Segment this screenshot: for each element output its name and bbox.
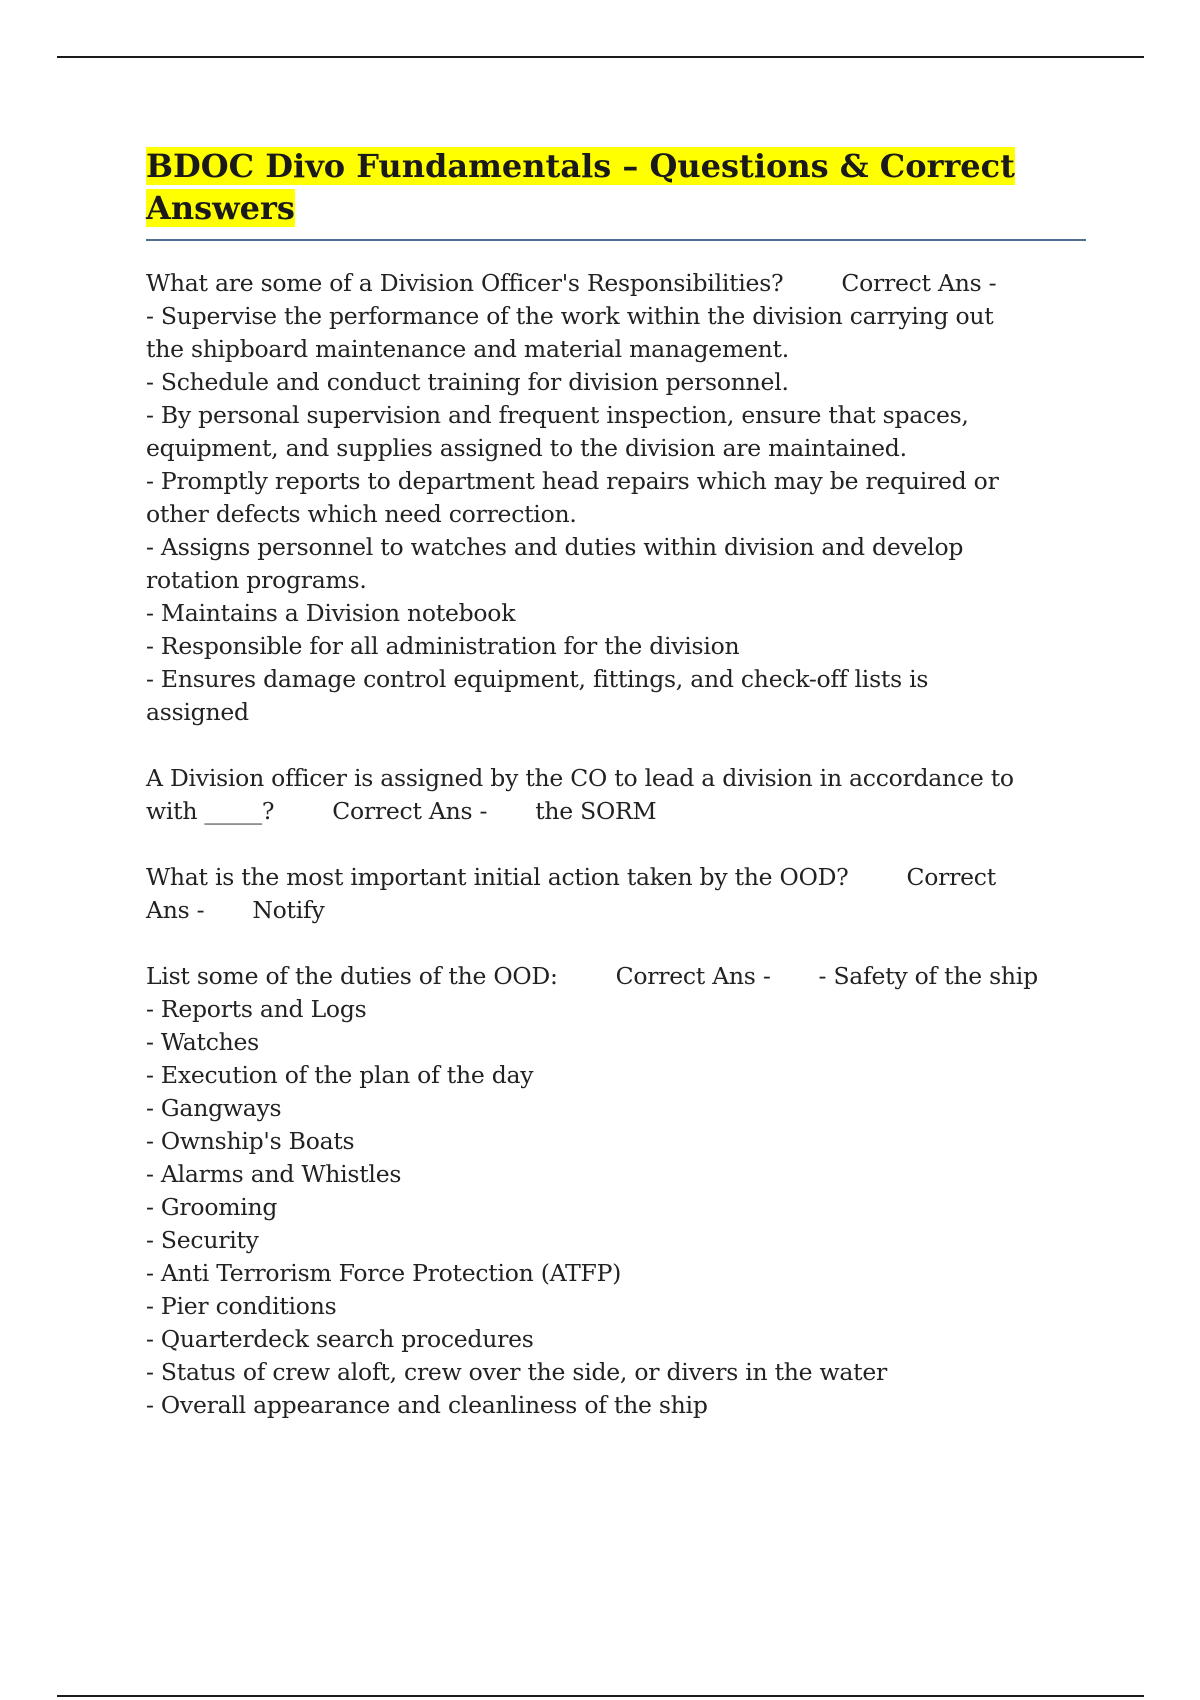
answer-line: - Security <box>146 1226 259 1254</box>
answer-line: - Maintains a Division notebook <box>146 599 516 627</box>
document-body <box>146 145 1086 1455</box>
answer-line: - Supervise the performance of the work within the division carrying out <box>146 302 994 330</box>
answer-line: - By personal supervision and frequent inspection, ensure that spaces, <box>146 401 969 429</box>
question-line <box>146 861 1086 894</box>
answer-line: - Responsible for all administration for the division <box>146 632 740 660</box>
qa-item <box>146 861 1086 927</box>
answer-label: Correct <box>906 863 996 891</box>
answer-line: - Overall appearance and cleanliness of the ship <box>146 1391 708 1419</box>
answer-label: Correct Ans - <box>841 269 997 297</box>
answer-text: - Safety of the ship <box>818 962 1038 990</box>
question-text: A Division officer is assigned by the CO to lead a division in accordance to <box>146 764 1014 792</box>
header-rule <box>57 56 1144 58</box>
answer-line: - Ownship's Boats <box>146 1127 355 1155</box>
answer-line: - Gangways <box>146 1094 282 1122</box>
answer-line: the shipboard maintenance and material management. <box>146 335 789 363</box>
question-text: What are some of a Division Officer's Responsibilities? <box>146 269 784 297</box>
page-title <box>146 145 1086 241</box>
answer-line: - Reports and Logs <box>146 995 367 1023</box>
question-line <box>146 267 1086 300</box>
title-line-2: Answers <box>146 189 295 227</box>
answer-line: - Anti Terrorism Force Protection (ATFP) <box>146 1259 622 1287</box>
answer-line: other defects which need correction. <box>146 500 577 528</box>
answer-line: equipment, and supplies assigned to the division are maintained. <box>146 434 907 462</box>
answer-line: - Ensures damage control equipment, fittings, and check-off lists is <box>146 665 929 693</box>
question-text: What is the most important initial action taken by the OOD? <box>146 863 849 891</box>
answer-line: rotation programs. <box>146 566 367 594</box>
qa-item <box>146 960 1086 1422</box>
answer-line: - Pier conditions <box>146 1292 337 1320</box>
answer-line: - Execution of the plan of the day <box>146 1061 534 1089</box>
question-line <box>146 795 1086 828</box>
footer-rule <box>57 1695 1144 1697</box>
answer-line: - Watches <box>146 1028 259 1056</box>
question-text: with _____? <box>146 797 275 825</box>
answer-text: Notify <box>252 896 325 924</box>
answer-line: - Promptly reports to department head repairs which may be required or <box>146 467 999 495</box>
answer-line: - Quarterdeck search procedures <box>146 1325 534 1353</box>
answer-text: the SORM <box>535 797 657 825</box>
answer-line: - Alarms and Whistles <box>146 1160 402 1188</box>
answer-label: Correct Ans - <box>332 797 488 825</box>
answer-line: - Schedule and conduct training for division personnel. <box>146 368 789 396</box>
qa-item <box>146 267 1086 729</box>
answer-line <box>146 894 1086 927</box>
question-line <box>146 960 1086 993</box>
question-text: List some of the duties of the OOD: <box>146 962 558 990</box>
answer-label: Ans - <box>146 896 205 924</box>
answer-label: Correct Ans - <box>615 962 771 990</box>
answer-line: - Grooming <box>146 1193 278 1221</box>
answer-line: - Assigns personnel to watches and duties within division and develop <box>146 533 964 561</box>
qa-item <box>146 762 1086 828</box>
answer-line: - Status of crew aloft, crew over the side, or divers in the water <box>146 1358 888 1386</box>
answer-line: assigned <box>146 698 249 726</box>
title-line-1: BDOC Divo Fundamentals – Questions & Correct <box>146 147 1015 185</box>
qa-list <box>146 267 1086 1422</box>
